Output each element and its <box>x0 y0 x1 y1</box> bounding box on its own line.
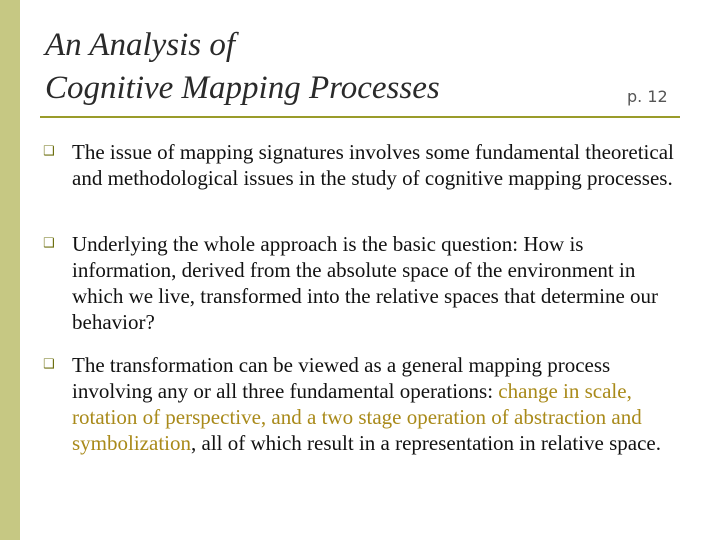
slide-title <box>45 24 565 110</box>
bullet-text-1: The issue of mapping signatures involves some fundamental theoretical and methodological issues in the study of cognitive mapping processes. <box>72 140 674 190</box>
bullet-icon: ❑ <box>43 236 55 251</box>
title-line-1: An Analysis of <box>45 27 236 63</box>
left-accent-bar <box>0 0 20 540</box>
bullet-text-3-highlight: change in scale, rotation of perspective, and a two stage operation of abstraction and symbolization <box>72 379 642 455</box>
bullet-text-2: Underlying the whole approach is the basic question: How is information, derived from the absolute space of the environment in which we live, transformed into the relative spaces that determine our behavior? <box>72 232 659 334</box>
bullet-text-3-lead: The transformation can be viewed as a general mapping process involving any or all three fundamental operations: <box>72 353 611 403</box>
bullet-icon: ❑ <box>43 144 55 159</box>
bullet-text-3 <box>72 352 682 456</box>
bullet-text-3-tail: , all of which result in a representation in relative space. <box>191 431 661 455</box>
title-divider <box>40 116 680 118</box>
title-line-2: Cognitive Mapping Processes <box>45 70 440 106</box>
bullet-icon: ❑ <box>43 357 55 372</box>
page-number: p. 12 <box>627 87 668 106</box>
